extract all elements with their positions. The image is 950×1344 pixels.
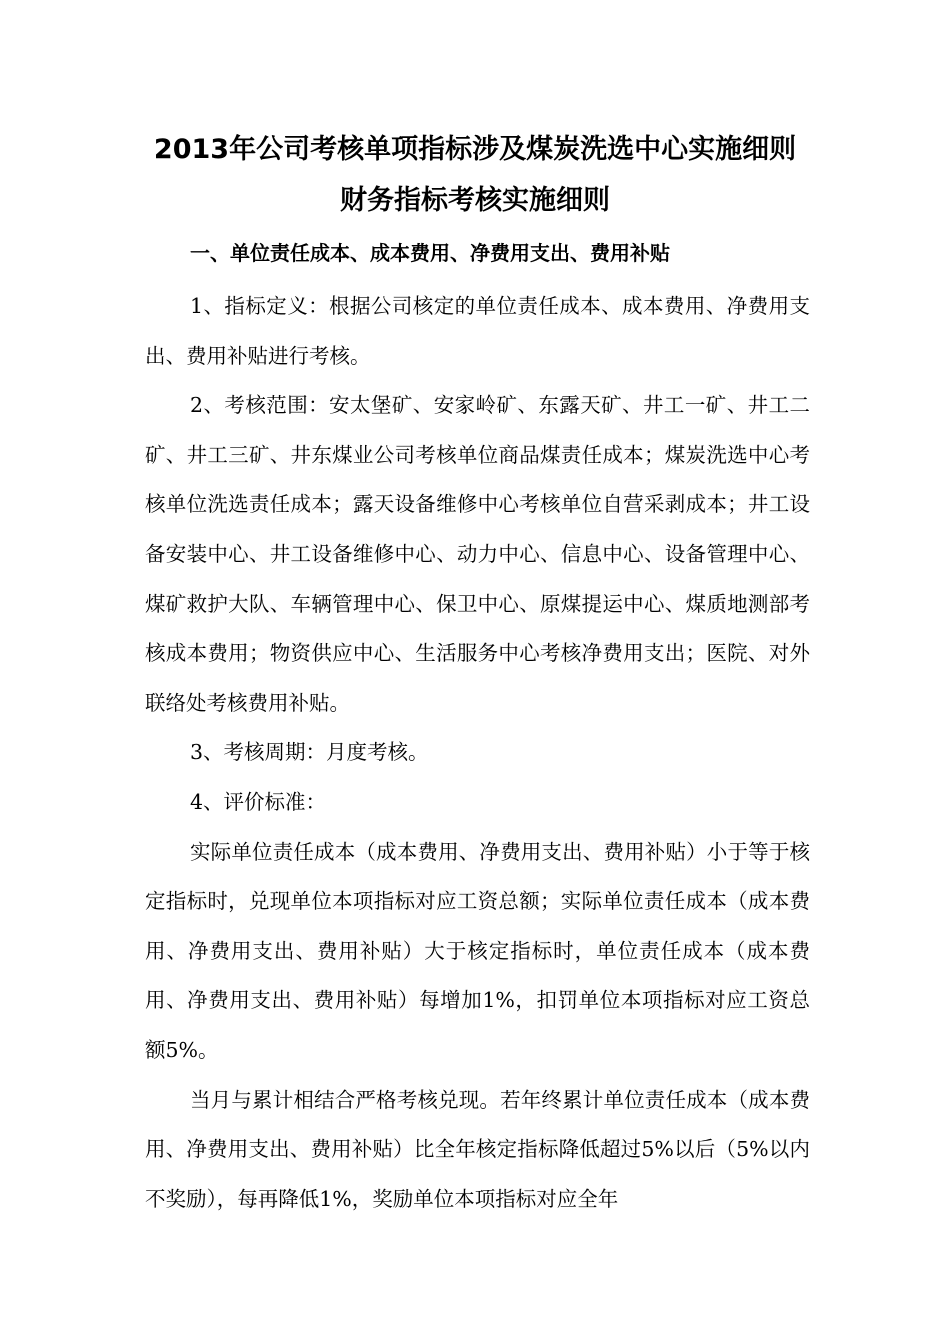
paragraph-standard-detail: 实际单位责任成本（成本费用、净费用支出、费用补贴）小于等于核定指标时，兑现单位本项指标对应工资总额；实际单位责任成本（成本费用、净费用支出、费用补贴）大于核定指标时，单位责任成本（成本费用、净费用支出、费用补贴）每增加1%，扣罚单位本项指标对应工资总额5%。 (145, 839, 810, 1062)
paragraph-assessment-scope: 2、考核范围：安太堡矿、安家岭矿、东露天矿、井工一矿、井工二矿、井工三矿、井东煤业公司考核单位商品煤责任成本；煤炭洗选中心考核单位洗选责任成本；露天设备维修中心考核单位自营采剥成本；井工设备安装中心、井工设备维修中心、动力中心、信息中心、设备管理中心、煤矿救护大队、车辆管理中心、保卫中心、原煤提运中心、煤质地测部考核成本费用；物资供应中心、生活服务中心考核净费用支出；医院、对外联络处考核费用补贴。 (145, 393, 810, 715)
paragraph-annual-reward: 当月与累计相结合严格考核兑现。若年终累计单位责任成本（成本费用、净费用支出、费用补贴）比全年核定指标降低超过5%以后（5%以内不奖励），每再降低1%，奖励单位本项指标对应全年 (145, 1087, 810, 1211)
section-heading: 一、单位责任成本、成本费用、净费用支出、费用补贴 (190, 241, 670, 265)
document-title: 2013年公司考核单项指标涉及煤炭洗选中心实施细则 (153, 134, 797, 165)
paragraph-assessment-period: 3、考核周期：月度考核。 (190, 740, 429, 765)
document-subtitle: 财务指标考核实施细则 (340, 185, 610, 216)
paragraph-indicator-definition: 1、指标定义：根据公司核定的单位责任成本、成本费用、净费用支出、费用补贴进行考核。 (145, 294, 810, 368)
document-body (145, 282, 810, 1224)
paragraph-evaluation-standard: 4、评价标准： (190, 789, 327, 814)
